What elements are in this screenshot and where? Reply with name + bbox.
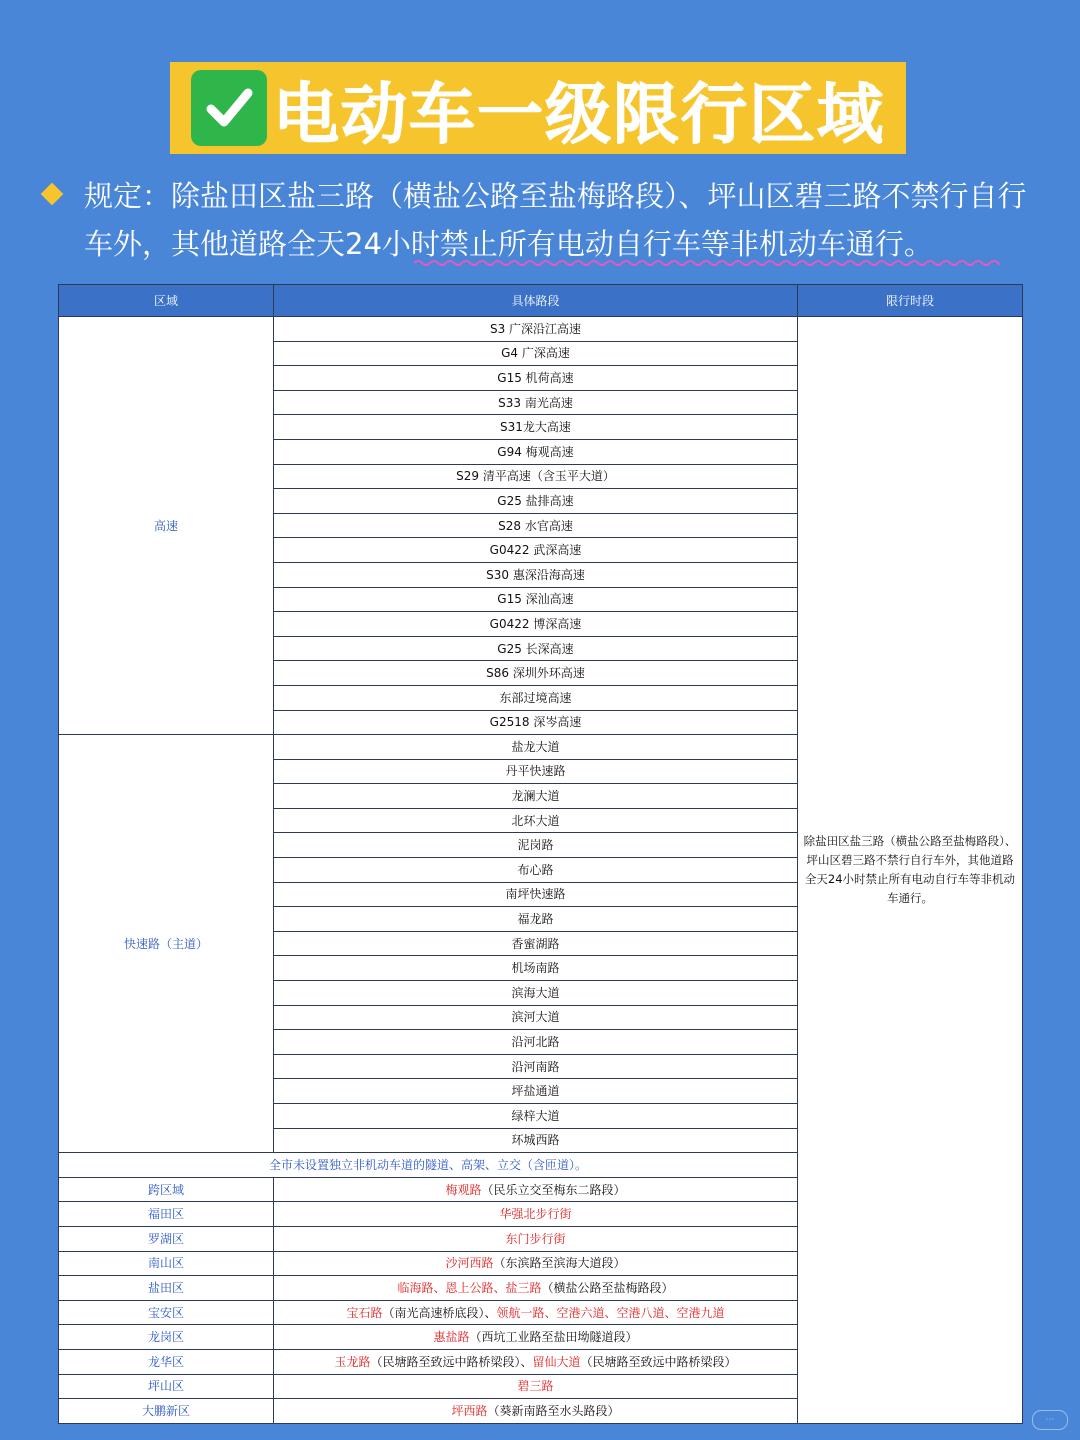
road-cell: 布心路 (274, 858, 798, 883)
road-detail: （西坑工业路至盐田坳隧道段） (469, 1330, 638, 1345)
district-road-cell (274, 1276, 798, 1301)
road-cell: S86 深圳外环高速 (274, 661, 798, 686)
highlighted-road: 华强北步行街 (499, 1207, 572, 1222)
district-road-cell (274, 1251, 798, 1276)
rule-text: 规定：除盐田区盐三路（横盐公路至盐梅路段）、坪山区碧三路不禁行自行车外，其他道路全天24小时禁止所有电动自行车等非机动车通行。 (84, 179, 1027, 261)
highlighted-road: 领航一路、空港六道、空港八道、空港九道 (496, 1305, 725, 1320)
road-cell: G0422 博深高速 (274, 612, 798, 637)
highlighted-road: 惠盐路 (433, 1330, 470, 1345)
road-cell: 机场南路 (274, 956, 798, 981)
wavy-underline (414, 259, 1000, 267)
district-cell: 大鹏新区 (59, 1399, 274, 1424)
road-cell: S33 南光高速 (274, 390, 798, 415)
district-cell: 龙华区 (59, 1349, 274, 1374)
highlighted-road: 临海路、恩上公路、盐三路 (397, 1280, 542, 1295)
highlighted-road: 宝石路 (346, 1305, 383, 1320)
road-detail: （东滨路至滨海大道段） (493, 1256, 626, 1271)
district-road-cell (274, 1374, 798, 1399)
header-time: 限行时段 (798, 285, 1023, 317)
highlighted-road: 梅观路 (445, 1182, 482, 1197)
table-row (59, 317, 1023, 342)
road-cell: 南坪快速路 (274, 882, 798, 907)
district-road-cell (274, 1325, 798, 1350)
restriction-table (58, 284, 1023, 1424)
road-cell: 绿梓大道 (274, 1104, 798, 1129)
road-detail: （葵新南路至水头路段） (487, 1403, 620, 1418)
road-cell: G94 梅观高速 (274, 439, 798, 464)
highlighted-road: 留仙大道 (532, 1354, 581, 1369)
table-header-row (59, 285, 1023, 317)
road-cell: G25 盐排高速 (274, 489, 798, 514)
time-note-cell: 除盐田区盐三路（横盐公路至盐梅路段）、坪山区碧三路不禁行自行车外，其他道路全天24小时禁止所有电动自行车等非机动车通行。 (798, 317, 1023, 1424)
header-road: 具体路段 (274, 285, 798, 317)
road-cell: S31龙大高速 (274, 415, 798, 440)
road-cell: 香蜜湖路 (274, 931, 798, 956)
road-cell: 丹平快速路 (274, 759, 798, 784)
road-cell: 滨河大道 (274, 1005, 798, 1030)
road-cell: G0422 武深高速 (274, 538, 798, 563)
tunnel-cell: 全市未设置独立非机动车道的隧道、高架、立交（含匝道）。 (59, 1153, 798, 1178)
road-cell: 龙澜大道 (274, 784, 798, 809)
district-road-cell (274, 1226, 798, 1251)
road-detail: （南光高速桥底段）、 (382, 1305, 497, 1320)
road-cell: 沿河南路 (274, 1054, 798, 1079)
road-cell: 环城西路 (274, 1128, 798, 1153)
highlighted-road: 碧三路 (517, 1379, 554, 1394)
watermark-icon: ⋯ (1032, 1410, 1068, 1430)
road-cell: G25 长深高速 (274, 636, 798, 661)
district-cell: 盐田区 (59, 1276, 274, 1301)
road-cell: 福龙路 (274, 907, 798, 932)
district-cell: 坪山区 (59, 1374, 274, 1399)
district-road-cell (274, 1177, 798, 1202)
road-detail: （民塘路至致远中路桥梁段） (580, 1354, 737, 1369)
header-area: 区域 (59, 285, 274, 317)
road-cell: G15 深汕高速 (274, 587, 798, 612)
road-cell: 东部过境高速 (274, 685, 798, 710)
district-cell: 南山区 (59, 1251, 274, 1276)
highlighted-road: 东门步行街 (505, 1231, 566, 1246)
road-cell: S30 惠深沿海高速 (274, 562, 798, 587)
district-road-cell (274, 1399, 798, 1424)
check-mark-icon (191, 70, 267, 146)
diamond-bullet-icon (41, 183, 64, 206)
district-cell: 龙岗区 (59, 1325, 274, 1350)
district-cell: 宝安区 (59, 1300, 274, 1325)
road-cell: 泥岗路 (274, 833, 798, 858)
area-cell: 快速路（主道） (59, 735, 274, 1153)
highlighted-road: 玉龙路 (334, 1354, 371, 1369)
highlighted-road: 沙河西路 (445, 1256, 494, 1271)
district-road-cell (274, 1202, 798, 1227)
title-banner (170, 62, 906, 154)
road-cell: S28 水官高速 (274, 513, 798, 538)
district-cell: 福田区 (59, 1202, 274, 1227)
road-cell: S3 广深沿江高速 (274, 317, 798, 342)
highlighted-road: 坪西路 (451, 1403, 488, 1418)
road-cell: 北环大道 (274, 808, 798, 833)
rule-paragraph (40, 172, 1040, 268)
road-detail: （民乐立交至梅东二路段） (481, 1182, 626, 1197)
district-cell: 罗湖区 (59, 1226, 274, 1251)
road-detail: （横盐公路至盐梅路段） (541, 1280, 674, 1295)
district-road-cell (274, 1349, 798, 1374)
road-cell: 坪盐通道 (274, 1079, 798, 1104)
road-cell: S29 清平高速（含玉平大道） (274, 464, 798, 489)
road-detail: （民塘路至致远中路桥梁段）、 (370, 1354, 533, 1369)
road-cell: 盐龙大道 (274, 735, 798, 760)
page-title: 电动车一级限行区域 (273, 75, 885, 153)
district-road-cell (274, 1300, 798, 1325)
road-cell: 沿河北路 (274, 1030, 798, 1055)
road-cell: 滨海大道 (274, 981, 798, 1006)
district-cell: 跨区域 (59, 1177, 274, 1202)
road-cell: G15 机荷高速 (274, 366, 798, 391)
area-cell: 高速 (59, 317, 274, 735)
road-cell: G4 广深高速 (274, 341, 798, 366)
road-cell: G2518 深岑高速 (274, 710, 798, 735)
